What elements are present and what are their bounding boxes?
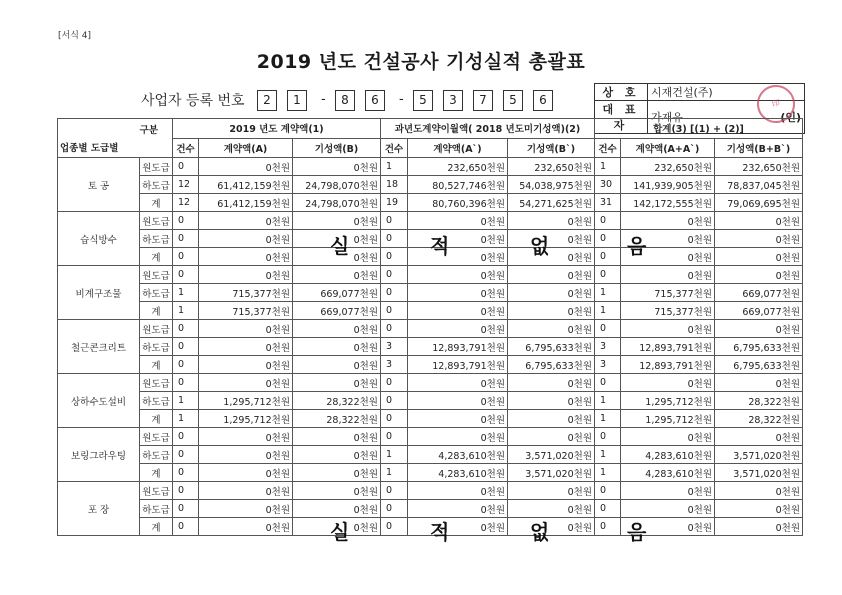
registration-digit: 5 (503, 90, 523, 111)
count-cell: 0 (173, 428, 199, 446)
table-row (58, 356, 803, 374)
amount-cell: 80,760,396천원 (408, 194, 508, 212)
amount-cell: 0천원 (508, 302, 595, 320)
amount-cell: 0천원 (199, 464, 293, 482)
industry-name: 상하수도설비 (58, 374, 140, 428)
count-cell: 3 (381, 338, 408, 356)
amount-cell: 0천원 (621, 248, 715, 266)
group-header-carryover: 과년도계약이월액( 2018 년도미기성액)(2) (381, 119, 595, 139)
count-cell: 3 (595, 356, 621, 374)
contract-type: 원도급 (140, 212, 173, 230)
count-cell: 0 (381, 392, 408, 410)
amount-cell: 0천원 (508, 212, 595, 230)
count-cell: 1 (595, 392, 621, 410)
amount-cell: 232,650천원 (621, 158, 715, 176)
subheader-cell: 기성액(B) (293, 138, 381, 158)
count-cell: 0 (173, 518, 199, 536)
table-row (58, 302, 803, 320)
registration-digit: 5 (413, 90, 433, 111)
amount-cell: 0천원 (199, 374, 293, 392)
amount-cell: 0천원 (621, 374, 715, 392)
contract-type: 하도급 (140, 230, 173, 248)
count-cell: 0 (595, 266, 621, 284)
amount-cell: 79,069,695천원 (715, 194, 803, 212)
count-cell: 0 (173, 212, 199, 230)
table-row (58, 284, 803, 302)
amount-cell: 0천원 (199, 500, 293, 518)
amount-cell: 141,939,905천원 (621, 176, 715, 194)
contract-type: 하도급 (140, 176, 173, 194)
amount-cell: 0천원 (408, 500, 508, 518)
count-cell: 1 (381, 446, 408, 464)
amount-cell: 0천원 (621, 266, 715, 284)
no-record-char: 음 (627, 520, 647, 544)
amount-cell: 0천원 (715, 482, 803, 500)
amount-cell: 0천원 (199, 158, 293, 176)
amount-cell: 0천원 (715, 266, 803, 284)
count-cell: 0 (381, 284, 408, 302)
amount-cell: 715,377천원 (621, 284, 715, 302)
amount-cell: 61,412,159천원 (199, 194, 293, 212)
amount-cell: 232,650천원 (715, 158, 803, 176)
count-cell: 1 (381, 158, 408, 176)
count-cell: 0 (173, 320, 199, 338)
amount-cell: 3,571,020천원 (715, 464, 803, 482)
industry-name: 철근콘크리트 (58, 320, 140, 374)
table-row (58, 428, 803, 446)
count-cell: 12 (173, 176, 199, 194)
amount-cell: 3,571,020천원 (715, 446, 803, 464)
count-cell: 1 (595, 446, 621, 464)
table-row (58, 410, 803, 428)
amount-cell: 3,571,020천원 (508, 464, 595, 482)
contract-type: 원도급 (140, 482, 173, 500)
count-cell: 0 (173, 482, 199, 500)
contract-type: 원도급 (140, 266, 173, 284)
table-row (58, 266, 803, 284)
count-cell: 0 (173, 230, 199, 248)
amount-cell: 6,795,633천원 (508, 338, 595, 356)
registration-digit: 8 (335, 90, 355, 111)
subheader-cell: 계약액(A`) (408, 138, 508, 158)
amount-cell: 0천원 (508, 500, 595, 518)
contract-type: 원도급 (140, 158, 173, 176)
amount-cell: 6,795,633천원 (715, 338, 803, 356)
amount-cell: 0천원 (715, 212, 803, 230)
subheader-cell: 계약액(A+A`) (621, 138, 715, 158)
amount-cell: 28,322천원 (293, 392, 381, 410)
amount-cell: 0천원 (508, 482, 595, 500)
contract-type: 하도급 (140, 338, 173, 356)
amount-cell: 4,283,610천원 (408, 464, 508, 482)
amount-cell: 0천원 (621, 500, 715, 518)
amount-cell: 4,283,610천원 (621, 464, 715, 482)
registration-dash: - (321, 92, 326, 107)
count-cell: 0 (173, 464, 199, 482)
count-cell: 0 (173, 338, 199, 356)
amount-cell: 0천원 (715, 320, 803, 338)
industry-name: 포 장 (58, 482, 140, 536)
count-cell: 0 (381, 428, 408, 446)
table-row (58, 320, 803, 338)
table-row (58, 482, 803, 500)
amount-cell: 0천원 (293, 338, 381, 356)
amount-cell: 0천원 (293, 158, 381, 176)
amount-cell: 232,650천원 (408, 158, 508, 176)
amount-cell: 0천원 (293, 518, 381, 536)
amount-cell: 715,377천원 (199, 302, 293, 320)
count-cell: 0 (173, 266, 199, 284)
no-record-char: 적 (430, 520, 450, 544)
amount-cell: 12,893,791천원 (408, 338, 508, 356)
count-cell: 0 (381, 500, 408, 518)
count-cell: 1 (173, 392, 199, 410)
amount-cell: 3,571,020천원 (508, 446, 595, 464)
amount-cell: 232,650천원 (508, 158, 595, 176)
amount-cell: 669,077천원 (293, 302, 381, 320)
table-row (58, 500, 803, 518)
company-name-label: 상 호 (595, 84, 648, 101)
count-cell: 0 (173, 158, 199, 176)
amount-cell: 0천원 (621, 230, 715, 248)
count-cell: 0 (381, 518, 408, 536)
count-cell: 0 (381, 230, 408, 248)
amount-cell: 28,322천원 (293, 410, 381, 428)
amount-cell: 1,295,712천원 (199, 392, 293, 410)
amount-cell: 1,295,712천원 (621, 410, 715, 428)
amount-cell: 0천원 (408, 212, 508, 230)
amount-cell: 0천원 (508, 248, 595, 266)
amount-cell: 61,412,159천원 (199, 176, 293, 194)
seal-mark: (인) (780, 111, 801, 124)
count-cell: 0 (173, 248, 199, 266)
amount-cell: 0천원 (508, 410, 595, 428)
header-corner (58, 119, 173, 158)
amount-cell: 0천원 (199, 446, 293, 464)
count-cell: 0 (595, 230, 621, 248)
amount-cell: 0천원 (293, 248, 381, 266)
count-cell: 0 (381, 302, 408, 320)
amount-cell: 0천원 (293, 446, 381, 464)
amount-cell: 0천원 (199, 230, 293, 248)
amount-cell: 0천원 (508, 320, 595, 338)
count-cell: 0 (173, 500, 199, 518)
subheader-cell: 계약액(A) (199, 138, 293, 158)
count-cell: 1 (595, 158, 621, 176)
table-row (58, 176, 803, 194)
contract-type: 계 (140, 248, 173, 266)
amount-cell: 0천원 (621, 320, 715, 338)
performance-table (57, 118, 803, 536)
amount-cell: 0천원 (508, 518, 595, 536)
amount-cell: 6,795,633천원 (715, 356, 803, 374)
count-cell: 1 (381, 464, 408, 482)
registration-digit: 6 (533, 90, 553, 111)
contract-type: 원도급 (140, 320, 173, 338)
industry-name: 습식방수 (58, 212, 140, 266)
representative-name: 가재유 (651, 111, 683, 124)
header-corner-bottom: 업종별 도급별 (60, 143, 119, 154)
amount-cell: 78,837,045천원 (715, 176, 803, 194)
count-cell: 1 (173, 302, 199, 320)
amount-cell: 0천원 (293, 320, 381, 338)
count-cell: 3 (381, 356, 408, 374)
amount-cell: 12,893,791천원 (621, 338, 715, 356)
count-cell: 1 (595, 464, 621, 482)
amount-cell: 0천원 (293, 374, 381, 392)
amount-cell: 0천원 (715, 374, 803, 392)
amount-cell: 0천원 (199, 212, 293, 230)
amount-cell: 24,798,070천원 (293, 194, 381, 212)
contract-type: 하도급 (140, 284, 173, 302)
amount-cell: 0천원 (408, 284, 508, 302)
amount-cell: 0천원 (293, 500, 381, 518)
contract-type: 하도급 (140, 500, 173, 518)
amount-cell: 0천원 (508, 392, 595, 410)
count-cell: 0 (381, 410, 408, 428)
amount-cell: 0천원 (199, 338, 293, 356)
count-cell: 1 (595, 302, 621, 320)
count-cell: 18 (381, 176, 408, 194)
amount-cell: 28,322천원 (715, 392, 803, 410)
no-record-char: 음 (627, 234, 647, 258)
representative-label: 대 표 자 (595, 101, 648, 134)
amount-cell: 0천원 (293, 230, 381, 248)
amount-cell: 1,295,712천원 (621, 392, 715, 410)
amount-cell: 0천원 (408, 482, 508, 500)
subheader-cell: 건수 (595, 138, 621, 158)
contract-type: 원도급 (140, 374, 173, 392)
amount-cell: 0천원 (715, 500, 803, 518)
table-row (58, 194, 803, 212)
contract-type: 계 (140, 518, 173, 536)
no-record-char: 실 (330, 234, 350, 258)
subheader-cell: 건수 (173, 138, 199, 158)
count-cell: 0 (173, 446, 199, 464)
amount-cell: 0천원 (508, 428, 595, 446)
table-row (58, 158, 803, 176)
registration-digit: 3 (443, 90, 463, 111)
amount-cell: 0천원 (621, 518, 715, 536)
subheader-cell: 기성액(B`) (508, 138, 595, 158)
count-cell: 19 (381, 194, 408, 212)
amount-cell: 54,271,625천원 (508, 194, 595, 212)
count-cell: 0 (381, 482, 408, 500)
page-title: 2019 년도 건설공사 기성실적 총괄표 (256, 51, 586, 73)
amount-cell: 0천원 (408, 518, 508, 536)
group-header-current: 2019 년도 계약액(1) (173, 119, 381, 139)
count-cell: 1 (173, 410, 199, 428)
subheader-cell: 건수 (381, 138, 408, 158)
count-cell: 0 (595, 212, 621, 230)
amount-cell: 0천원 (621, 482, 715, 500)
amount-cell: 0천원 (621, 212, 715, 230)
count-cell: 0 (381, 266, 408, 284)
no-record-char: 적 (430, 234, 450, 258)
amount-cell: 12,893,791천원 (621, 356, 715, 374)
amount-cell: 0천원 (508, 230, 595, 248)
amount-cell: 0천원 (715, 428, 803, 446)
count-cell: 0 (595, 428, 621, 446)
amount-cell: 715,377천원 (621, 302, 715, 320)
table-row (58, 374, 803, 392)
table-row (58, 338, 803, 356)
table-row (58, 464, 803, 482)
amount-cell: 0천원 (408, 302, 508, 320)
contract-type: 하도급 (140, 392, 173, 410)
count-cell: 0 (173, 374, 199, 392)
registration-digit: 7 (473, 90, 493, 111)
amount-cell: 0천원 (715, 518, 803, 536)
company-name: 시재건설(주) (648, 84, 805, 101)
amount-cell: 6,795,633천원 (508, 356, 595, 374)
amount-cell: 0천원 (293, 212, 381, 230)
amount-cell: 4,283,610천원 (621, 446, 715, 464)
count-cell: 0 (381, 212, 408, 230)
count-cell: 0 (595, 320, 621, 338)
contract-type: 계 (140, 464, 173, 482)
amount-cell: 669,077천원 (293, 284, 381, 302)
amount-cell: 0천원 (199, 356, 293, 374)
amount-cell: 0천원 (621, 428, 715, 446)
count-cell: 0 (595, 248, 621, 266)
registration-digit: 2 (257, 90, 277, 111)
no-record-char: 없 (530, 520, 550, 544)
count-cell: 0 (173, 356, 199, 374)
count-cell: 31 (595, 194, 621, 212)
amount-cell: 24,798,070천원 (293, 176, 381, 194)
amount-cell: 0천원 (293, 266, 381, 284)
count-cell: 0 (381, 248, 408, 266)
count-cell: 1 (595, 410, 621, 428)
count-cell: 0 (381, 374, 408, 392)
contract-type: 계 (140, 302, 173, 320)
amount-cell: 0천원 (408, 428, 508, 446)
count-cell: 0 (381, 320, 408, 338)
form-number: [서식 4] (58, 31, 91, 41)
amount-cell: 0천원 (408, 266, 508, 284)
header-corner-top: 구분 (139, 125, 158, 136)
amount-cell: 715,377천원 (199, 284, 293, 302)
amount-cell: 0천원 (715, 230, 803, 248)
count-cell: 0 (595, 374, 621, 392)
count-cell: 0 (595, 482, 621, 500)
company-seal-stamp: 印 (753, 81, 798, 126)
amount-cell: 0천원 (199, 518, 293, 536)
count-cell: 12 (173, 194, 199, 212)
amount-cell: 0천원 (408, 410, 508, 428)
count-cell: 1 (173, 284, 199, 302)
count-cell: 1 (595, 284, 621, 302)
industry-name: 토 공 (58, 158, 140, 212)
contract-type: 하도급 (140, 446, 173, 464)
registration-label: 사업자 등록 번호 (141, 93, 245, 109)
amount-cell: 4,283,610천원 (408, 446, 508, 464)
industry-name: 보링그라우팅 (58, 428, 140, 482)
no-record-char: 없 (530, 234, 550, 258)
amount-cell: 0천원 (408, 320, 508, 338)
amount-cell: 0천원 (199, 320, 293, 338)
amount-cell: 0천원 (715, 248, 803, 266)
amount-cell: 669,077천원 (715, 284, 803, 302)
industry-name: 비계구조물 (58, 266, 140, 320)
amount-cell: 0천원 (199, 266, 293, 284)
table-row (58, 392, 803, 410)
count-cell: 0 (595, 500, 621, 518)
amount-cell: 1,295,712천원 (199, 410, 293, 428)
contract-type: 원도급 (140, 428, 173, 446)
amount-cell: 142,172,555천원 (621, 194, 715, 212)
amount-cell: 0천원 (293, 356, 381, 374)
amount-cell: 0천원 (293, 464, 381, 482)
registration-digit: 1 (287, 90, 307, 111)
amount-cell: 0천원 (508, 284, 595, 302)
amount-cell: 0천원 (408, 392, 508, 410)
registration-dash: - (399, 92, 404, 107)
amount-cell: 0천원 (408, 248, 508, 266)
amount-cell: 0천원 (199, 428, 293, 446)
count-cell: 30 (595, 176, 621, 194)
amount-cell: 54,038,975천원 (508, 176, 595, 194)
amount-cell: 0천원 (408, 230, 508, 248)
amount-cell: 0천원 (408, 374, 508, 392)
table-row (58, 212, 803, 230)
group-header-total: 합계(3) [(1) + (2)] (595, 119, 803, 139)
amount-cell: 80,527,746천원 (408, 176, 508, 194)
subheader-cell: 기성액(B+B`) (715, 138, 803, 158)
contract-type: 계 (140, 356, 173, 374)
amount-cell: 0천원 (293, 482, 381, 500)
no-record-char: 실 (330, 520, 350, 544)
amount-cell: 12,893,791천원 (408, 356, 508, 374)
amount-cell: 0천원 (508, 266, 595, 284)
amount-cell: 28,322천원 (715, 410, 803, 428)
amount-cell: 669,077천원 (715, 302, 803, 320)
amount-cell: 0천원 (293, 428, 381, 446)
amount-cell: 0천원 (508, 374, 595, 392)
table-row (58, 446, 803, 464)
amount-cell: 0천원 (199, 482, 293, 500)
count-cell: 3 (595, 338, 621, 356)
contract-type: 계 (140, 194, 173, 212)
contract-type: 계 (140, 410, 173, 428)
count-cell: 0 (595, 518, 621, 536)
amount-cell: 0천원 (199, 248, 293, 266)
registration-digit: 6 (365, 90, 385, 111)
